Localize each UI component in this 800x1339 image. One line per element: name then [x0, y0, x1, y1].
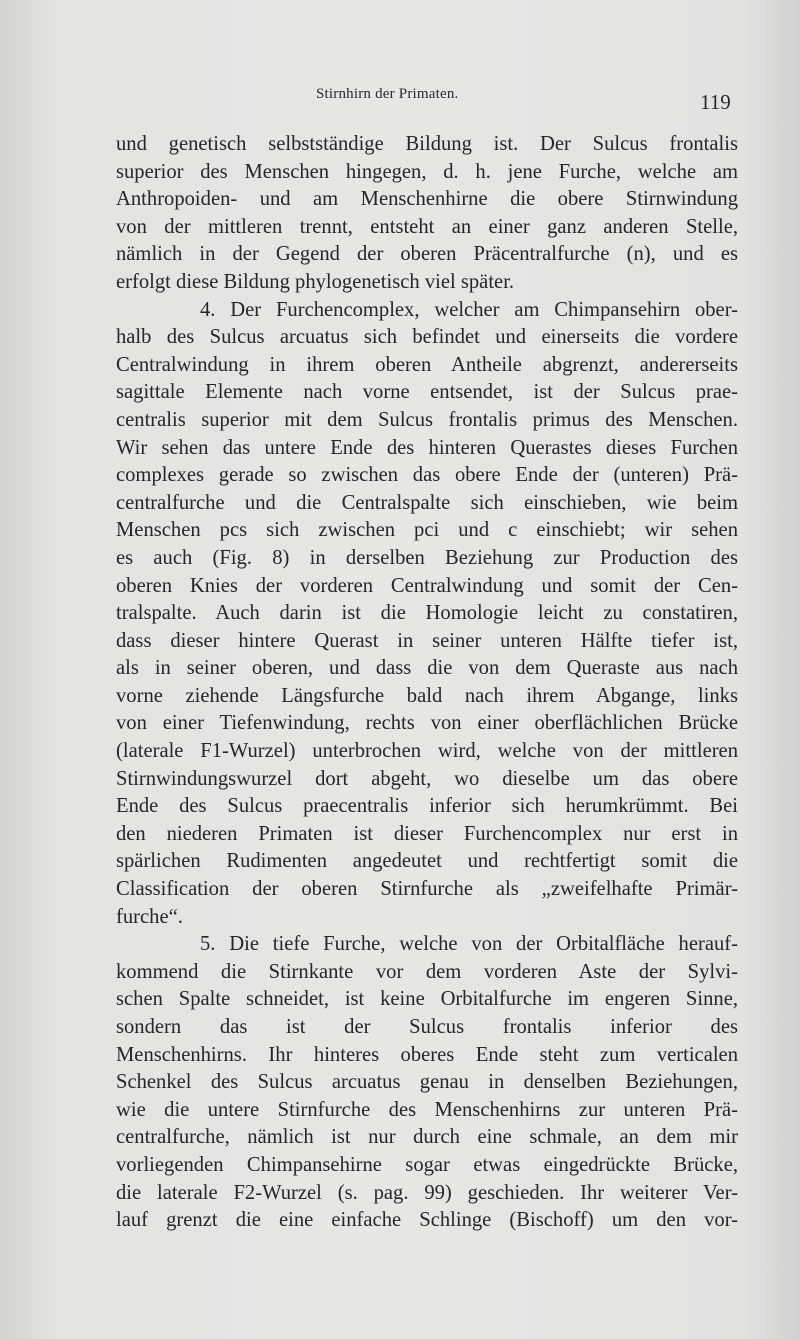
running-title: Stirnhirn der Primaten. [316, 86, 459, 102]
text-line: superior des Menschen hingegen, d. h. jene Furche, welche am [116, 160, 738, 183]
text-line: Centralwindung in ihrem oberen Antheile abgrenzt, andererseits [116, 353, 738, 376]
text-line: dass dieser hintere Querast in seiner unteren Hälfte tiefer ist, [116, 629, 738, 652]
text-line: Ende des Sulcus praecentralis inferior sich herumkrümmt. Bei [116, 795, 738, 818]
text-line: Schenkel des Sulcus arcuatus genau in denselben Beziehungen, [116, 1071, 738, 1094]
text-line: lauf grenzt die eine einfache Schlinge (Bischoff) um den vor- [116, 1209, 738, 1232]
text-line: schen Spalte schneidet, ist keine Orbitalfurche im engeren Sinne, [116, 988, 738, 1011]
text-line: centralis superior mit dem Sulcus frontalis primus des Menschen. [116, 408, 738, 431]
text-line: nämlich in der Gegend der oberen Präcentralfurche (n), und es [116, 243, 738, 266]
text-line: spärlichen Rudimenten angedeutet und rechtfertigt somit die [116, 850, 738, 873]
text-line: complexes gerade so zwischen das obere Ende der (unteren) Prä- [116, 464, 738, 487]
text-line: von der mittleren trennt, entsteht an einer ganz anderen Stelle, [116, 215, 738, 238]
text-line: den niederen Primaten ist dieser Furchencomplex nur erst in [116, 822, 738, 845]
text-line: sondern das ist der Sulcus frontalis inferior des [116, 1016, 738, 1038]
text-line: vorne ziehende Längsfurche bald nach ihrem Abgange, links [116, 684, 738, 707]
text-line: Menschenhirns. Ihr hinteres oberes Ende steht zum verticalen [116, 1043, 738, 1066]
text-line: die laterale F2-Wurzel (s. pag. 99) geschieden. Ihr weiterer Ver- [116, 1181, 738, 1204]
text-line: Menschen pcs sich zwischen pci und c einschiebt; wir sehen [116, 519, 738, 542]
text-line: tralspalte. Auch darin ist die Homologie leicht zu constatiren, [116, 602, 738, 625]
paragraph-start-line: 5. Die tiefe Furche, welche von der Orbitalfläche herauf- [200, 933, 738, 956]
text-line: vorliegenden Chimpansehirne sogar etwas eingedrückte Brücke, [116, 1153, 738, 1176]
text-line: Anthropoiden- und am Menschenhirne die obere Stirnwindung [116, 188, 738, 211]
text-line: centralfurche und die Centralspalte sich einschieben, wie beim [116, 491, 738, 514]
text-line: Wir sehen das untere Ende des hinteren Querastes dieses Furchen [116, 436, 738, 459]
text-line: und genetisch selbstständige Bildung ist. Der Sulcus frontalis [116, 133, 738, 155]
text-line: oberen Knies der vorderen Centralwindung und somit der Cen- [116, 574, 738, 597]
text-line: Classification der oberen Stirnfurche als „zweifelhafte Primär- [116, 878, 738, 901]
text-line: sagittale Elemente nach vorne entsendet, ist der Sulcus prae- [116, 381, 738, 404]
text-line: Stirnwindungswurzel dort abgeht, wo dieselbe um das obere [116, 767, 738, 790]
page-number: 119 [700, 90, 731, 114]
text-line: kommend die Stirnkante vor dem vorderen Aste der Sylvi- [116, 960, 738, 983]
body-text [116, 131, 738, 1235]
text-line: halb des Sulcus arcuatus sich befindet und einerseits die vordere [116, 326, 738, 349]
text-line: (laterale F1-Wurzel) unterbrochen wird, welche von der mittleren [116, 740, 738, 763]
text-line: centralfurche, nämlich ist nur durch eine schmale, an dem mir [116, 1126, 738, 1149]
text-line: als in seiner oberen, und dass die von dem Queraste aus nach [116, 657, 738, 680]
text-line: furche“. [116, 905, 183, 928]
paragraph-start-line: 4. Der Furchencomplex, welcher am Chimpansehirn ober- [200, 298, 738, 321]
text-line: wie die untere Stirnfurche des Menschenhirns zur unteren Prä- [116, 1098, 738, 1121]
text-line: von einer Tiefenwindung, rechts von einer oberflächlichen Brücke [116, 712, 738, 735]
text-line: erfolgt diese Bildung phylogenetisch viel später. [116, 270, 515, 293]
text-line: es auch (Fig. 8) in derselben Beziehung zur Production des [116, 546, 738, 569]
